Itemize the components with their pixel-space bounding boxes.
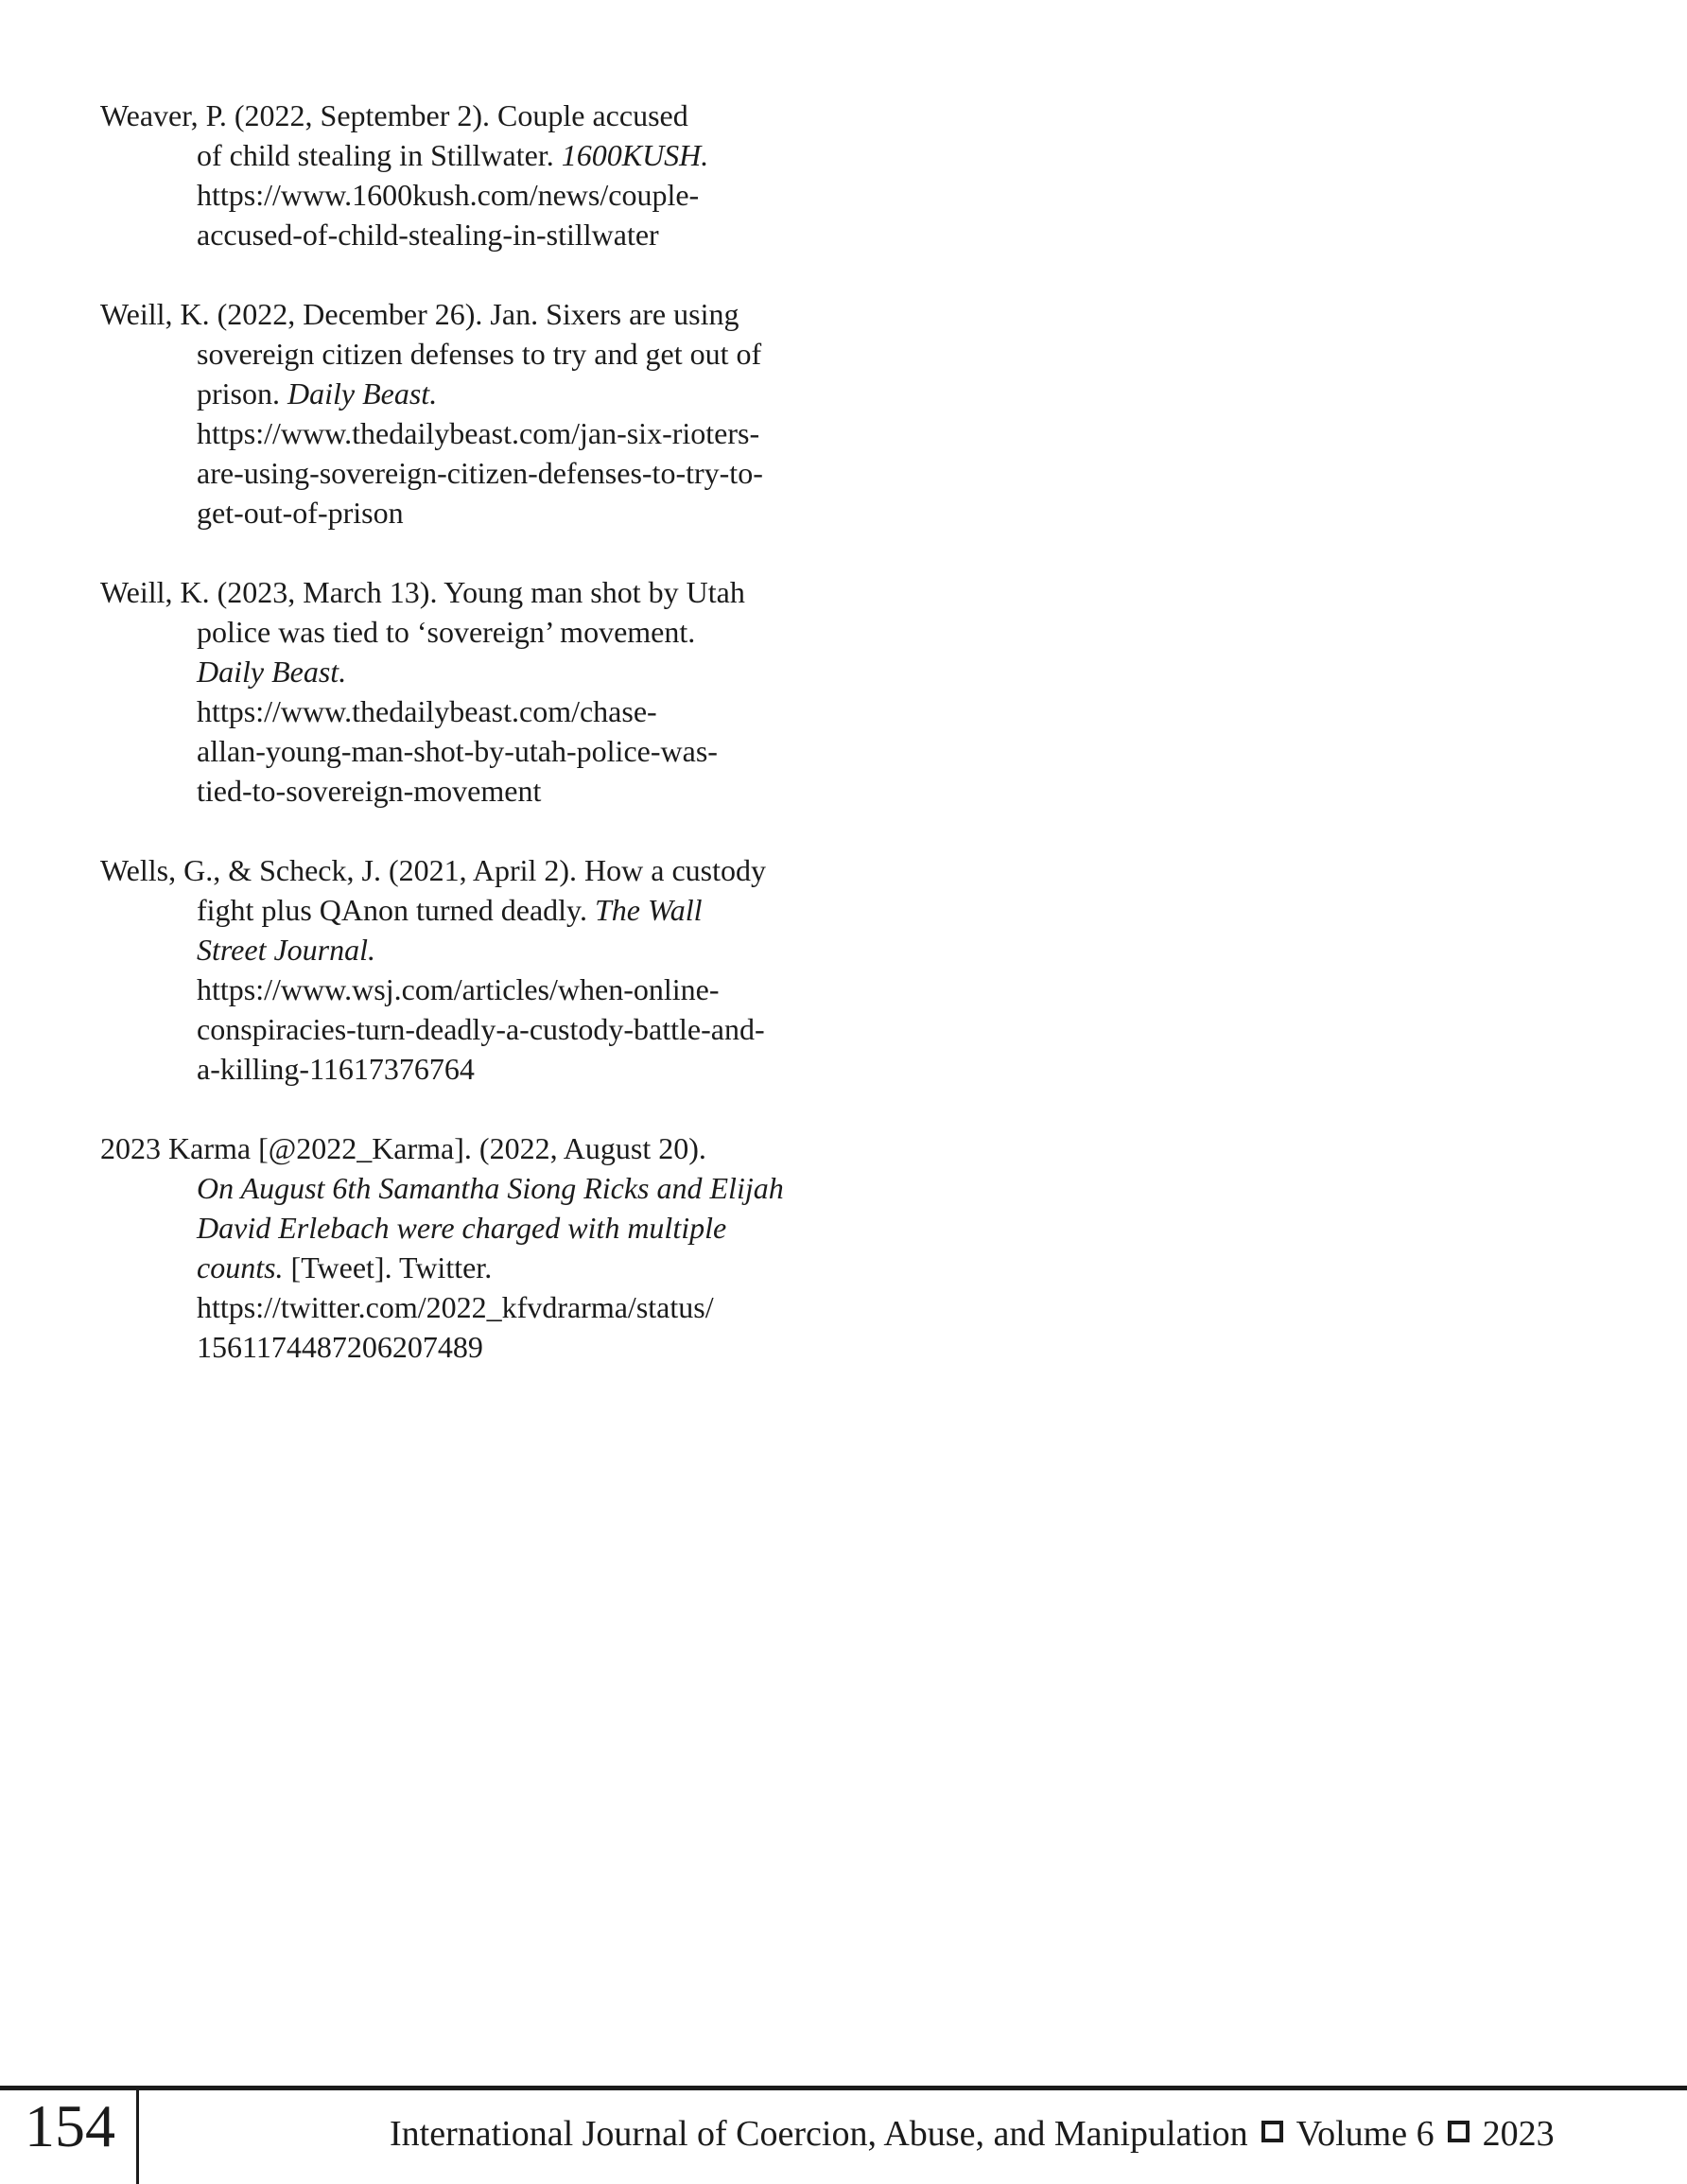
reference-italic-text: Street Journal. [197,933,375,967]
reference-italic-text: David Erlebach were charged with multiple [197,1211,727,1245]
reference-line [100,175,885,215]
reference-text: fight plus QAnon turned deadly. [197,893,595,927]
volume-label: Volume 6 [1296,2114,1435,2154]
reference-text: accused-of-child-stealing-in-stillwater [197,218,659,252]
reference-text: 1561174487206207489 [197,1330,483,1364]
reference-text: Wells, G., & Scheck, J. (2021, April 2). How a custody [100,853,766,887]
reference-line [100,1128,885,1168]
reference-italic-text: On August 6th Samantha Siong Ricks and Elijah [197,1171,784,1205]
reference-line [100,731,885,771]
reference-line [100,294,885,334]
reference-italic-text: Daily Beast. [197,655,347,689]
reference-text: 2023 Karma [@2022_Karma]. (2022, August 20). [100,1131,706,1165]
reference-url: https://www.wsj.com/articles/when-online- [197,972,720,1006]
reference-text: Weill, K. (2022, December 26). Jan. Sixers are using [100,297,739,331]
footer-journal-line [390,2116,1555,2152]
reference-line [100,691,885,731]
reference-text: [Tweet]. Twitter. [283,1250,493,1284]
reference-line [100,1248,885,1287]
reference-line [100,453,885,493]
reference-line [100,1287,885,1327]
reference-text: conspiracies-turn-deadly-a-custody-battle-and- [197,1012,765,1046]
reference-line [100,334,885,374]
reference-line [100,612,885,652]
reference-text: prison. [197,376,287,411]
reference-line [100,1327,885,1367]
reference-line [100,96,885,135]
reference-line [100,850,885,890]
reference-text: are-using-sovereign-citizen-defenses-to-try-to- [197,456,763,490]
reference-italic-text: 1600KUSH. [561,138,709,172]
reference-line [100,1168,885,1208]
reference-line [100,771,885,811]
reference-url: https://www.1600kush.com/news/couple- [197,178,700,212]
reference-text: allan-young-man-shot-by-utah-police-was- [197,734,718,768]
reference-url: https://twitter.com/2022_kfvdrarma/status/ [197,1290,714,1324]
year-label: 2023 [1482,2114,1555,2154]
reference-line [100,572,885,612]
reference-line [100,970,885,1009]
reference-text: Weaver, P. (2022, September 2). Couple accused [100,98,688,132]
reference-entry [100,850,885,1089]
reference-italic-text: counts. [197,1250,284,1284]
reference-line [100,930,885,970]
reference-italic-text: The Wall [594,893,703,927]
reference-line [100,215,885,254]
reference-url: https://www.thedailybeast.com/jan-six-rioters- [197,416,760,450]
reference-line [100,493,885,533]
reference-italic-text: Daily Beast. [287,376,438,411]
reference-entry [100,1128,885,1367]
reference-text: sovereign citizen defenses to try and get out of [197,337,762,371]
references-list [100,96,885,1406]
reference-line [100,135,885,175]
reference-line [100,890,885,930]
reference-text: of child stealing in Stillwater. [197,138,562,172]
reference-entry [100,294,885,533]
reference-line [100,652,885,691]
reference-url: https://www.thedailybeast.com/chase- [197,694,657,728]
reference-text: get-out-of-prison [197,496,404,530]
footer-rule [0,2086,1687,2090]
reference-text: police was tied to ‘sovereign’ movement. [197,615,696,649]
square-bullet-icon [1448,2121,1470,2142]
reference-line [100,1208,885,1248]
reference-line [100,413,885,453]
square-bullet-icon [1261,2121,1283,2142]
reference-line [100,1049,885,1089]
reference-text: a-killing-11617376764 [197,1052,475,1086]
reference-entry [100,96,885,254]
footer-divider [136,2090,139,2184]
reference-line [100,1009,885,1049]
reference-line [100,374,885,413]
reference-text: tied-to-sovereign-movement [197,774,542,808]
page-number: 154 [25,2092,115,2159]
journal-title: International Journal of Coercion, Abuse, and Manipulation [390,2114,1248,2154]
reference-text: Weill, K. (2023, March 13). Young man shot by Utah [100,575,745,609]
reference-entry [100,572,885,811]
